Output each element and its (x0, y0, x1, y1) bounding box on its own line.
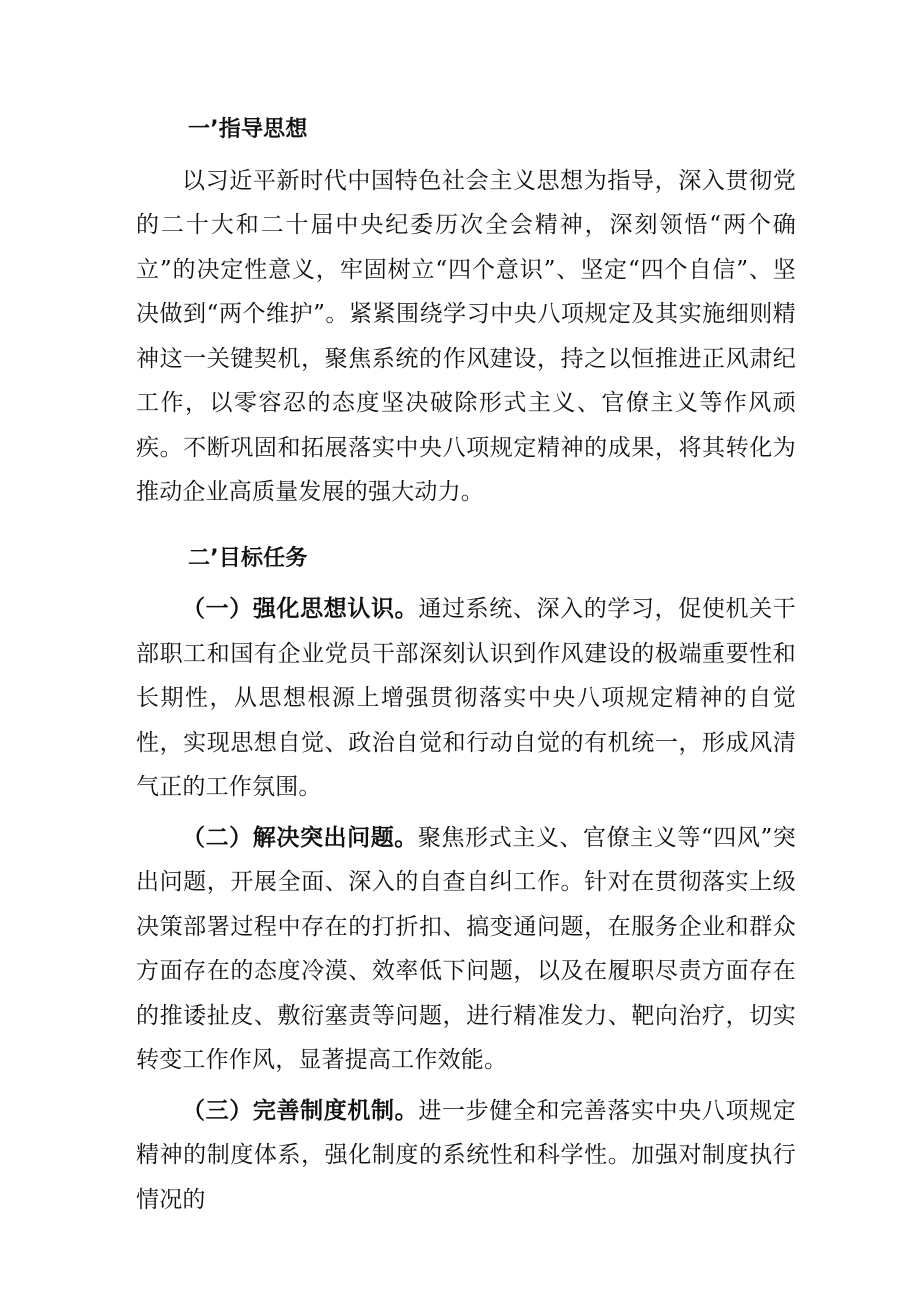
paragraph-text: 进一步健全和完善落实中央八项规定精神的制度体系，强化制度的系统性和科学性。加强对制度执行情况的 (136, 1097, 797, 1213)
section-heading-guiding-thought: 一’指导思想 (188, 117, 308, 142)
paragraph-text: 以习近平新时代中国特色社会主义思想为指导，深入贯彻党的二十大和二十届中央纪委历次全会精神，深刻领悟“两个确立”的决定性意义，牢固树立“四个意识”、坚定“四个自信”、坚决做到“两个维护”。紧紧围绕学习中央八项规定及其实施细则精神这一关键契机，聚焦系统的作风建设，持之以恒推进正风肃纪工作，以零容忍的态度坚决破除形式主义、官僚主义等作风顽疾。不断巩固和拓展落实中央八项规定精神的成果，将其转化为推动企业高质量发展的强大动力。 (136, 167, 796, 505)
paragraph-lead: （二）解决突出问题。 (182, 824, 418, 851)
section-heading-goals-tasks: 二’目标任务 (188, 545, 308, 571)
paragraph-solve-problems (136, 816, 796, 1083)
paragraph-improve-systems (136, 1089, 796, 1223)
paragraph-text: 通过系统、深入的学习，促使机关干部职工和国有企业党员干部深刻认识到作风建设的极端重要性和长期性，从思想根源上增强贯彻落实中央八项规定精神的自觉性，实现思想自觉、政治自觉和行动自觉的有机统一，形成风清气正的工作氛围。 (136, 596, 797, 800)
paragraph-lead: （一）强化思想认识。 (182, 596, 419, 622)
paragraph-text: 聚焦形式主义、官僚主义等“四风”突出问题，开展全面、深入的自查自纠工作。针对在贯彻落实上级决策部署过程中存在的打折扣、搞变通问题，在服务企业和群众方面存在的态度冷漠、效率低下问题，以及在履职尽责方面存在的推诿扯皮、敷衍塞责等问题，进行精准发力、靶向治疗，切实转变工作作风，显著提高工作效能。 (136, 824, 797, 1073)
paragraph-lead: （三）完善制度机制。 (182, 1097, 419, 1124)
paragraph-guiding-thought (136, 159, 796, 515)
document-body (136, 108, 796, 1222)
paragraph-strengthen-thinking (136, 587, 796, 810)
